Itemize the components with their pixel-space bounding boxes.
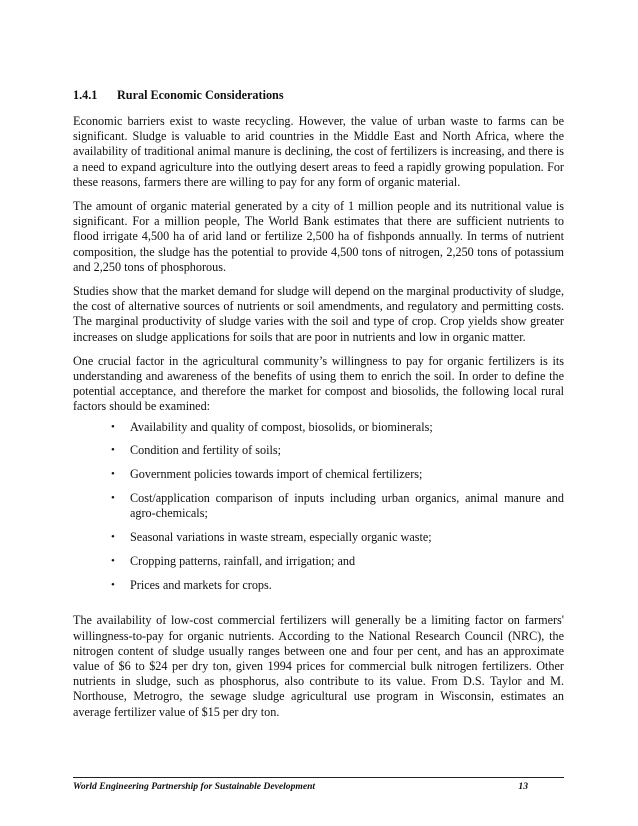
paragraph-economic-barriers: Economic barriers exist to waste recycling. However, the value of urban waste to farms can be significant. Sludge is valuable to arid countries in the Middle East and North Africa, where the availability of traditional animal manure is declining, the cost of fertilizers is increasing, and there is a need to expand agriculture into the outlying desert areas to feed a rapidly growing population. For these reasons, farmers there are willing to pay for any form of organic material. <box>73 114 564 189</box>
list-item: • Cost/application comparison of inputs including urban organics, animal manure and agro-chemicals; <box>111 491 564 521</box>
list-item: • Seasonal variations in waste stream, especially organic waste; <box>111 530 432 545</box>
bullet-icon: • <box>111 492 115 505</box>
paragraph-commercial-fertilizers: The availability of low-cost commercial fertilizers will generally be a limiting factor on farmers' willingness-to-pay for organic nutrients. According to the National Research Council (NRC), the nitrogen content of sludge usually ranges between one and four per cent, and has an approximate value of $6 to $24 per dry ton, given 1994 prices for commercial bulk nitrogen fertilizers. Other nutrients in sludge, such as phosphorus, also contribute to its value. From D.S. Taylor and M. Northouse, Metrogro, the sewage sludge agricultural use program in Wisconsin, estimates an average fertilizer value of $15 per dry ton. <box>73 613 564 719</box>
list-item: • Government policies towards import of chemical fertilizers; <box>111 467 423 482</box>
list-item: • Availability and quality of compost, biosolids, or biominerals; <box>111 419 433 434</box>
paragraph-organic-material: The amount of organic material generated by a city of 1 million people and its nutritional value is significant. For a million people, The World Bank estimates that there are sufficient nutrients to flood irrigate 4,500 ha of arid land or fertilize 2,500 ha of fishponds annually. In terms of nutrient composition, the sludge has the potential to provide 4,500 tons of nitrogen, 2,250 tons of potassium and 2,250 tons of phosphorous. <box>73 199 564 274</box>
rural-factors-list <box>73 420 564 593</box>
list-item: • Condition and fertility of soils; <box>111 443 281 458</box>
paragraph-market-demand: Studies show that the market demand for sludge will depend on the marginal productivity of sludge, the cost of alternative sources of nutrients or soil amendments, and regulatory and permitting costs. The marginal productivity of sludge varies with the soil and type of crop. Crop yields show greater increases on sludge applications for soils that are poor in nutrients and low in organic matter. <box>73 284 564 344</box>
bullet-icon: • <box>111 420 115 433</box>
page-number: 13 <box>518 781 528 792</box>
bullet-icon: • <box>111 444 115 457</box>
section-heading <box>73 88 284 103</box>
bullet-icon: • <box>111 578 115 591</box>
document-page <box>73 0 564 826</box>
bullet-icon: • <box>111 468 115 481</box>
list-item: • Cropping patterns, rainfall, and irrigation; and <box>111 553 356 568</box>
page-footer <box>73 777 564 792</box>
bullet-icon: • <box>111 531 115 544</box>
spacer <box>73 601 564 613</box>
list-item: • Prices and markets for crops. <box>111 577 272 592</box>
section-body <box>73 114 564 729</box>
section-title: Rural Economic Considerations <box>117 88 284 102</box>
bullet-icon: • <box>111 554 115 567</box>
paragraph-willingness-to-pay: One crucial factor in the agricultural community’s willingness to pay for organic fertilizers is its understanding and awareness of the benefits of using them to enrich the soil. In order to define the potential acceptance, and therefore the market for compost and biosolids, the following local rural factors should be examined: <box>73 353 564 414</box>
section-number: 1.4.1 <box>73 88 98 102</box>
footer-organization: World Engineering Partnership for Sustainable Development <box>73 781 316 792</box>
